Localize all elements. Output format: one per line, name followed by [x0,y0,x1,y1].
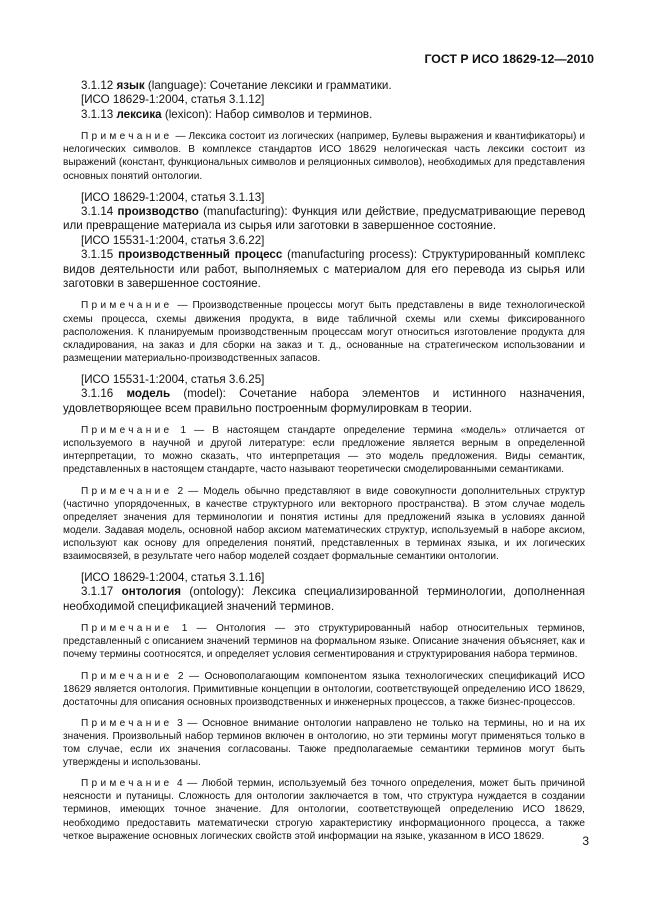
note-ontology-2 [63,670,585,709]
term-definition: (language): Сочетание лексики и грамматики. [144,79,392,92]
source-reference: [ИСО 15531-1:2004, статья 3.6.25] [81,372,265,386]
term-number: 3.1.16 [81,387,127,401]
term-name: производство [117,205,199,218]
source-reference: [ИСО 15531-1:2004, статья 3.6.22] [81,233,265,247]
term-3-1-17 [63,585,585,614]
term-definition: (model): Сочетание набора элементов и истинного назначения, удовлетворяющее всем правильно построенным формулировкам в теории. [63,387,585,415]
note-lexicon [63,130,585,182]
note-label: Примечание [81,670,173,682]
term-number: 3.1.15 [81,248,119,262]
note-ontology-4 [63,777,585,842]
note-ontology-1 [63,622,585,661]
note-text: — Основополагающим компонентом языка технологических спецификаций ИСО 18629 является онтология. Примитивные концепции в онтологии, соответствующей определению ИСО 18629, достаточны для описания основных производственных и инженерных процессов, а также бизнес-процессов. [63,670,585,708]
note-number: 1 [172,623,188,635]
note-text: — Лексика состоит из логических (например, Булевы выражения и квантификаторы) и нелогических символов. В комплексе стандартов ИСО 18629 нелогическая часть лексики состоит из выражений (констант, функциональных символов и реляционных символов), необходимых для представления основных понятий онтологии. [63,131,585,182]
note-text: — Любой термин, используемый без точного определения, может быть причиной неясности и путаницы. Сложность для онтологии заключается в том, что структура нуждается в создании терминов, имеющих точное значение. Для онтологии, соответствующей определению ИСО 18629, необходимо предоставить математически строгую характеристику информационного процесса, а также четкое выражение основных логических свойств этой информации на языке, указанном в ИСО 18629. [63,778,585,842]
term-name: язык [116,79,145,92]
note-number: 3 [172,717,183,729]
term-3-1-16 [63,387,585,416]
page-content [63,79,585,843]
term-number: 3.1.17 [81,585,122,599]
note-number: 2 [172,670,184,682]
term-3-1-15 [63,248,585,291]
note-text: — В настоящем стандарте определение термина «модель» отличается от используемого в научной и другой литературе: если предложение является верным в определенной интерпретации, то можно сказать, что интерпретация — это модель предложения. Виды семантик, представленных в настоящем стандарте, часто называют теоретически смоделированными семантиками. [63,425,585,476]
source-reference: [ИСО 18629-1:2004, статья 3.1.12] [81,93,265,107]
source-reference: [ИСО 18629-1:2004, статья 3.1.16] [81,571,265,585]
term-number: 3.1.13 [81,107,117,121]
note-model-2 [63,485,585,564]
term-number: 3.1.14 [81,205,118,218]
note-text: — Производственные процессы могут быть представлены в виде технологической схемы процесса, схемы движения продукта, в виде табличной схемы или схемы фиксированного расположения. К планируемым производственным процессам могут относиться изготовление продукта для складирования, на заказ и для сборки на заказ и т. д., основанные на стратегическом использовании и размещении материально-производственных запасов. [63,300,585,364]
note-text: — Онтология — это структурированный набор относительных терминов, представленный с описанием значений терминов на формальном языке. Описание значения объясняет, как и почему термины соотносятся, и определяет условия сегментирования и структурирования набора терминов. [63,623,585,661]
note-text: — Модель обычно представляют в виде совокупности дополнительных структур (частично упорядоченных, в качестве структурного или векторного пространства). В этом случае модель определяет значения для терминологии и понятия истины для предложений языка в условиях данной модели. Задавая модель, основной набор аксиом математических структур, используемый в наборе аксиом, используют как основу для определения понятий, представленных в терминах языка, и их логических взаимосвязей, в результате чего набор моделей создает формальные семантики онтологии. [63,485,585,562]
note-label: Примечание [81,717,173,729]
term-name: модель [126,387,171,401]
term-number: 3.1.12 [81,79,117,92]
note-number: 2 [172,485,184,497]
note-number: 1 [172,425,187,437]
term-3-1-12 [63,79,585,93]
term-definition: (ontology): Лексика специализированной терминологии, дополненная необходимой спецификацией значений терминов. [63,585,585,613]
source-reference: [ИСО 18629-1:2004, статья 3.1.13] [81,190,265,204]
note-ontology-3 [63,717,585,769]
document-header: ГОСТ Р ИСО 18629-12—2010 [424,52,594,66]
term-name: лексика [116,107,162,121]
note-label: Примечание [81,778,173,790]
term-name: онтология [121,585,182,599]
note-text: — Основное внимание онтологии направлено не только на термины, но и на их значения. Произвольный набор терминов включен в онтологию, но эти термины могут применяться только в том случае, если их значения согласованы. Также предполагаемые семантики терминов могут быть утверждены и использованы. [63,717,585,769]
note-number: 4 [172,778,183,790]
term-name: производственный процесс [118,248,283,262]
note-model-1 [63,424,585,476]
note-label: Примечание [81,300,173,312]
page-number: 3 [582,834,589,848]
term-definition: (manufacturing process): Структурированный комплекс видов деятельности или работ, выполняемых с материалом для его перевода из сырья или заготовки в завершенное состояние. [63,248,585,291]
term-3-1-14 [63,205,585,234]
note-manufacturing-process [63,299,585,364]
term-definition: (manufacturing): Функция или действие, предусматривающие перевод или превращение материала из сырья или заготовки в завершенное состояние. [63,205,585,233]
term-3-1-13 [63,108,585,122]
term-definition: (lexicon): Набор символов и терминов. [161,107,373,121]
note-label: Примечание [81,425,173,437]
note-label: Примечание [81,131,173,143]
note-label: Примечание [81,485,173,497]
note-label: Примечание [81,623,173,635]
